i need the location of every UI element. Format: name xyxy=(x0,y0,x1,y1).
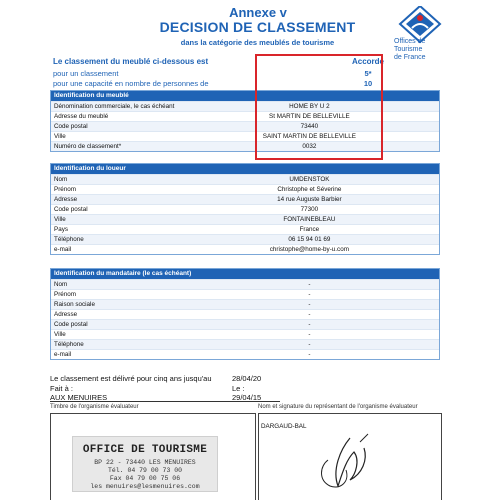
field-label: Ville xyxy=(54,331,66,338)
place-value: AUX MENUIRES xyxy=(50,393,108,402)
intro-label: pour un classement xyxy=(53,69,119,78)
field-value: 0032 xyxy=(302,143,317,150)
field-value: - xyxy=(308,321,311,328)
field-label: Prénom xyxy=(54,291,77,298)
intro-value: Accordé xyxy=(351,57,384,66)
issue-row xyxy=(50,393,440,403)
date-value: 29/04/15 xyxy=(232,393,262,402)
field-value: 73440 xyxy=(300,123,319,130)
intro-label: Le classement du meublé ci-dessous est xyxy=(53,57,209,66)
loueur-section xyxy=(50,163,440,255)
field-value: - xyxy=(308,351,311,358)
field-label: Dénomination commerciale, le cas échéant xyxy=(54,103,175,110)
field-value: UMDENSTOK xyxy=(289,176,330,183)
logo-text-line: Tourisme xyxy=(394,46,423,53)
intro-label: pour une capacité en nombre de personnes de xyxy=(53,79,209,88)
field-value: - xyxy=(308,341,311,348)
table-row xyxy=(51,244,439,254)
field-label: Code postal xyxy=(54,206,88,213)
representative-name: DARGAUD-BAL xyxy=(261,423,307,430)
field-value: St MARTIN DE BELLEVILLE xyxy=(269,113,350,120)
field-value: - xyxy=(308,311,311,318)
field-label: Pays xyxy=(54,226,68,233)
table-row xyxy=(51,309,439,319)
field-label: Nom xyxy=(54,281,68,288)
divider xyxy=(50,401,280,402)
section-heading: Identification du mandataire (le cas échéant) xyxy=(51,269,439,279)
table-row xyxy=(51,224,439,234)
table-row xyxy=(51,204,439,214)
validity-date: 28/04/20 xyxy=(232,374,262,383)
table-row xyxy=(51,319,439,329)
stamp-line: BP 22 - 73440 LES MENUIRES xyxy=(94,459,196,466)
field-value: - xyxy=(308,281,311,288)
stamp-label: Timbre de l'organisme évaluateur xyxy=(50,404,139,410)
table-row xyxy=(51,184,439,194)
field-label: Raison sociale xyxy=(54,301,95,308)
logo-text-line: de France xyxy=(394,54,426,61)
field-label: e-mail xyxy=(54,246,72,253)
field-label: e-mail xyxy=(54,351,72,358)
field-value: 77300 xyxy=(300,206,319,213)
field-label: Ville xyxy=(54,216,66,223)
stamp-title: OFFICE DE TOURISME xyxy=(82,444,208,456)
intro-value: 10 xyxy=(363,79,373,88)
field-value: 14 rue Auguste Barbier xyxy=(277,196,342,203)
table-row xyxy=(51,279,439,289)
field-value: SAINT MARTIN DE BELLEVILLE xyxy=(262,133,356,140)
issue-row xyxy=(50,384,440,394)
field-label: Ville xyxy=(54,133,66,140)
section-heading: Identification du loueur xyxy=(51,164,439,174)
table-row xyxy=(51,339,439,349)
table-row xyxy=(51,299,439,309)
table-row xyxy=(51,349,439,359)
field-label: Adresse xyxy=(54,196,78,203)
field-label: Adresse du meublé xyxy=(54,113,109,120)
issue-row xyxy=(50,374,440,384)
mandataire-section xyxy=(50,268,440,360)
field-label: Prénom xyxy=(54,186,77,193)
issue-block xyxy=(50,374,440,403)
validity-label: Le classement est délivré pour cinq ans jusqu'au xyxy=(50,374,212,383)
intro-value: 5* xyxy=(364,69,372,78)
field-value: HOME BY U 2 xyxy=(289,103,330,110)
header-title: Annexe v xyxy=(229,5,287,20)
field-label: Adresse xyxy=(54,311,78,318)
table-row xyxy=(51,289,439,299)
field-label: Nom xyxy=(54,176,68,183)
highlight-box xyxy=(255,54,383,160)
field-value: - xyxy=(308,291,311,298)
field-label: Téléphone xyxy=(54,236,84,243)
organization-stamp xyxy=(72,436,218,492)
made-on-label: Le : xyxy=(232,383,245,393)
signature-label: Nom et signature du représentant de l'organisme évaluateur xyxy=(258,404,418,410)
table-row xyxy=(51,329,439,339)
made-at-label: Fait à : xyxy=(50,383,73,393)
field-value: christophe@home-by-u.com xyxy=(269,246,349,253)
handwritten-signature xyxy=(310,430,380,495)
stamp-line: les menuires@lesmenuires.com xyxy=(90,483,200,490)
page-title: DECISION DE CLASSEMENT xyxy=(159,19,356,35)
field-label: Code postal xyxy=(54,321,88,328)
stamp-line: Tél. 04 79 00 73 00 xyxy=(107,467,183,474)
table-row xyxy=(51,174,439,184)
field-value: - xyxy=(308,331,311,338)
field-value: Christophe et Séverine xyxy=(277,186,342,193)
field-value: France xyxy=(299,226,320,233)
field-label: Numéro de classement* xyxy=(54,143,122,150)
logo-text-line: Offices de xyxy=(394,38,426,45)
section-heading: Identification du meublé xyxy=(51,91,439,101)
field-value: FONTAINEBLEAU xyxy=(283,216,336,223)
field-label: Téléphone xyxy=(54,341,84,348)
page-subtitle: dans la catégorie des meublés de tourisme xyxy=(180,38,335,47)
table-row xyxy=(51,234,439,244)
table-row xyxy=(51,214,439,224)
table-row xyxy=(51,194,439,204)
field-label: Code postal xyxy=(54,123,88,130)
stamp-line: Fax 04 79 00 75 06 xyxy=(109,475,181,482)
field-value: - xyxy=(308,301,311,308)
field-value: 06 15 94 01 69 xyxy=(288,236,331,243)
